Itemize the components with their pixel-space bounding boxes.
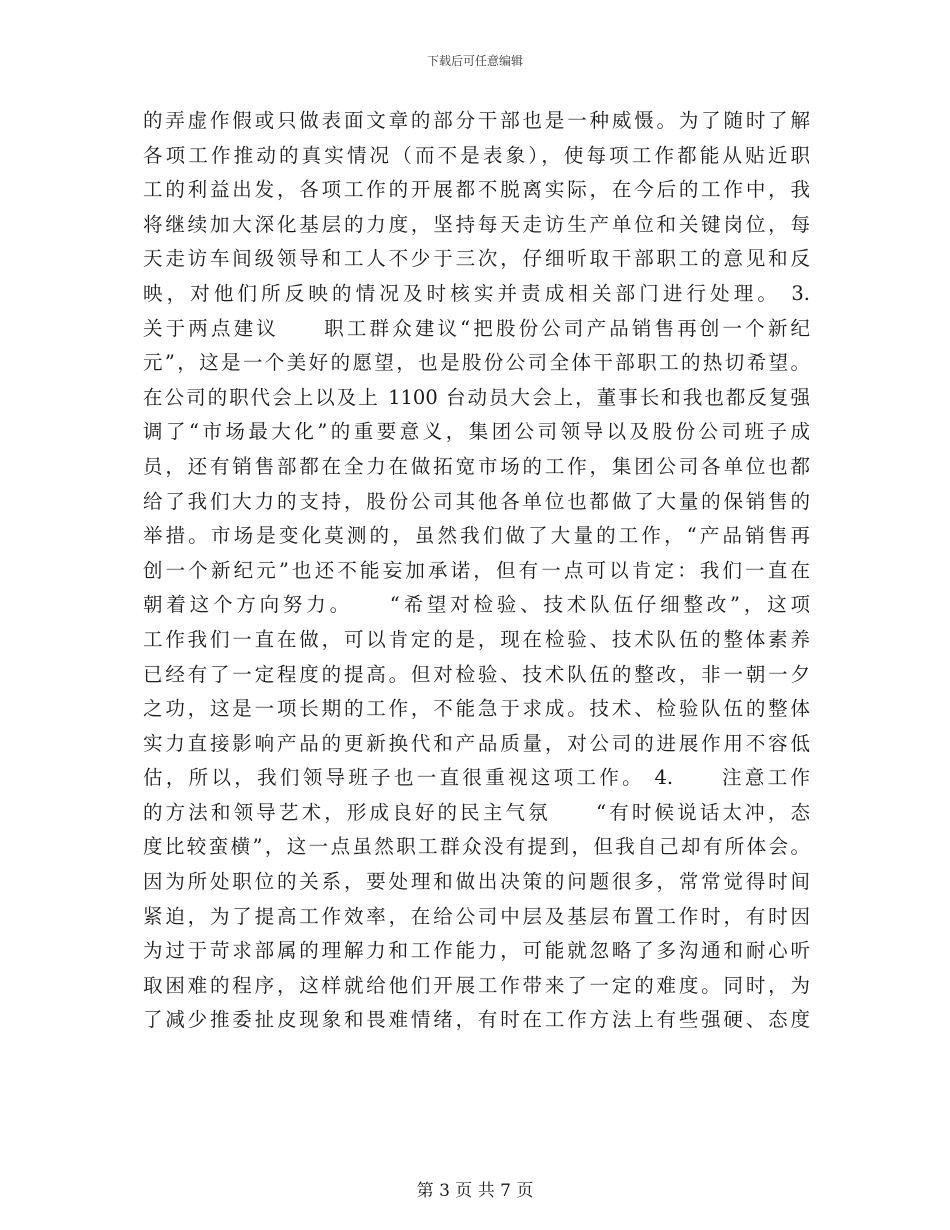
text-line: 工的利益出发，各项工作的开展都不脱离实际，在今后的工作中，我 bbox=[143, 178, 810, 202]
text-line: 的方法和领导艺术，形成良好的民主气氛 “有时候说话太冲，态 bbox=[143, 800, 810, 824]
text-line: 将继续加大深化基层的力度，坚持每天走访生产单位和关键岗位，每 bbox=[143, 212, 810, 236]
text-line: 估，所以，我们领导班子也一直很重视这项工作。 4. 注意工作 bbox=[143, 766, 810, 790]
text-line: 员，还有销售部都在全力在做拓宽市场的工作，集团公司各单位也都 bbox=[143, 454, 810, 478]
text-line: 取困难的程序，这样就给他们开展工作带来了一定的难度。同时，为 bbox=[143, 973, 810, 997]
text-line: 了减少推委扯皮现象和畏难情绪，有时在工作方法上有些强硬、态度 bbox=[143, 1008, 810, 1032]
text-line: 创一个新纪元”也还不能妄加承诺，但有一点可以肯定：我们一直在 bbox=[143, 558, 810, 582]
text-line: 为过于苛求部属的理解力和工作能力，可能就忽略了多沟通和耐心听 bbox=[143, 939, 810, 963]
text-line: 之功，这是一项长期的工作，不能急于求成。技术、检验队伍的整体 bbox=[143, 697, 810, 721]
text-line: 工作我们一直在做，可以肯定的是，现在检验、技术队伍的整体素养 bbox=[143, 627, 810, 651]
text-line: 紧迫，为了提高工作效率，在给公司中层及基层布置工作时，有时因 bbox=[143, 904, 810, 928]
text-line: 举措。市场是变化莫测的，虽然我们做了大量的工作，“产品销售再 bbox=[143, 524, 810, 548]
text-line: 给了我们大力的支持，股份公司其他各单位也都做了大量的保销售的 bbox=[143, 489, 810, 513]
text-line: 天走访车间级领导和工人不少于三次，仔细听取干部职工的意见和反 bbox=[143, 247, 810, 271]
page-header: 下载后可任意编辑 bbox=[426, 54, 523, 68]
page-number: 第 3 页 共 7 页 bbox=[416, 1181, 534, 1201]
text-line: 在公司的职代会上以及上 1100 台动员大会上，董事长和我也都反复强 bbox=[143, 385, 810, 409]
text-line: 实力直接影响产品的更新换代和产品质量，对公司的进展作用不容低 bbox=[143, 731, 810, 755]
text-line: 的弄虚作假或只做表面文章的部分干部也是一种威慑。为了随时了解 bbox=[143, 109, 810, 132]
text-line: 度比较蛮横”，这一点虽然职工群众没有提到，但我自己却有所体会。 bbox=[143, 835, 810, 859]
text-line: 调了“市场最大化”的重要意义，集团公司领导以及股份公司班子成 bbox=[143, 420, 810, 444]
text-line: 关于两点建议 职工群众建议“把股份公司产品销售再创一个新纪 bbox=[143, 316, 810, 340]
text-line: 映，对他们所反映的情况及时核实并责成相关部门进行处理。 3. bbox=[143, 281, 810, 305]
text-line: 因为所处职位的关系，要处理和做出决策的问题很多，常常觉得时间 bbox=[143, 870, 810, 894]
text-line: 已经有了一定程度的提高。但对检验、技术队伍的整改，非一朝一夕 bbox=[143, 662, 810, 686]
text-line: 朝着这个方向努力。 “希望对检验、技术队伍仔细整改”，这项 bbox=[143, 593, 810, 617]
document-body bbox=[143, 104, 810, 1038]
text-line: 元”，这是一个美好的愿望，也是股份公司全体干部职工的热切希望。 bbox=[143, 351, 810, 375]
text-line: 各项工作推动的真实情况（而不是表象），使每项工作都能从贴近职 bbox=[143, 143, 810, 167]
